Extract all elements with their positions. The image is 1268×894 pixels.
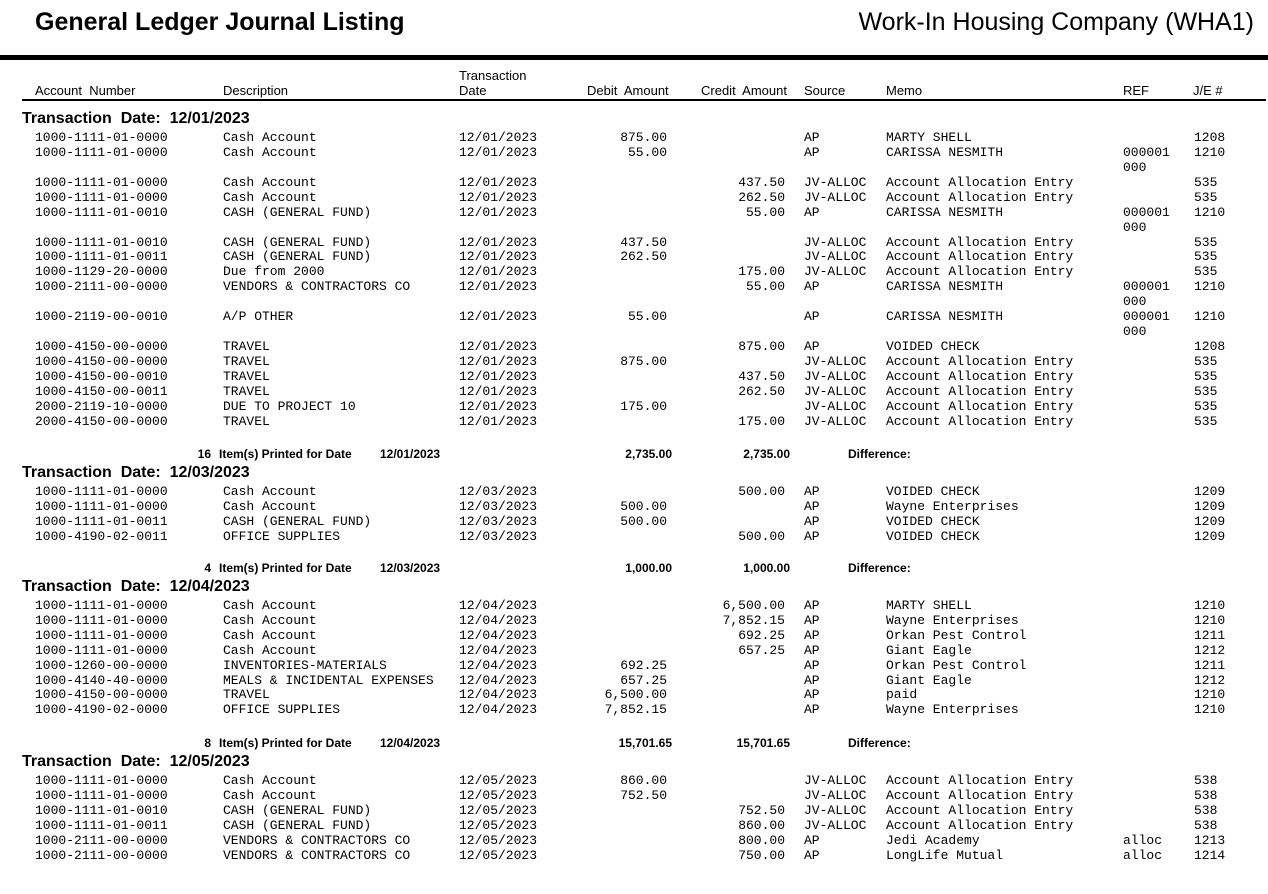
col-header-debit: Debit Amount: [587, 83, 669, 98]
row-memo: paid: [886, 687, 918, 703]
row-account: 1000-1111-01-0011: [35, 817, 168, 833]
row-source: AP: [804, 339, 820, 354]
row-date: 12/01/2023: [459, 174, 538, 190]
row-memo: Account Allocation Entry: [886, 353, 1074, 369]
row-memo: Account Allocation Entry: [886, 368, 1074, 384]
row-description: Cash Account: [223, 174, 317, 190]
row-source: AP: [804, 498, 820, 514]
row-source: AP: [804, 702, 820, 718]
section-header: Transaction Date: 12/03/2023: [22, 464, 250, 481]
row-description: Cash Account: [223, 612, 317, 628]
row-memo: Account Allocation Entry: [886, 398, 1074, 414]
row-source: JV-ALLOC: [804, 353, 867, 369]
row-account: 1000-1111-01-0000: [35, 787, 168, 803]
row-credit: 437.50: [738, 174, 785, 190]
row-date: 12/03/2023: [459, 528, 538, 544]
row-account: 1000-1111-01-0010: [35, 802, 168, 818]
row-je: 1213: [1194, 832, 1226, 848]
row-memo: Orkan Pest Control: [886, 627, 1027, 643]
row-je: 1210: [1194, 598, 1226, 613]
row-memo: VOIDED CHECK: [886, 513, 980, 529]
row-description: Cash Account: [223, 498, 317, 514]
row-date: 12/01/2023: [459, 339, 538, 354]
row-description: Cash Account: [223, 144, 317, 160]
row-debit: 752.50: [620, 787, 667, 803]
row-je: 1210: [1194, 612, 1226, 628]
row-memo: Orkan Pest Control: [886, 657, 1027, 673]
summary-count: 16: [197, 447, 211, 461]
row-memo: VOIDED CHECK: [886, 339, 980, 354]
row-description: CASH (GENERAL FUND): [223, 249, 372, 265]
summary-label: Item(s) Printed for Date: [219, 736, 352, 750]
row-date: 12/01/2023: [459, 189, 538, 205]
row-credit: 800.00: [738, 832, 785, 848]
row-account: 1000-1260-00-0000: [35, 657, 168, 673]
col-header-ref: REF: [1123, 83, 1149, 98]
row-je: 1210: [1194, 204, 1226, 220]
row-debit: 55.00: [627, 144, 667, 160]
row-source: AP: [804, 642, 820, 658]
report-title: General Ledger Journal Listing: [35, 8, 405, 36]
row-je: 1209: [1194, 528, 1226, 544]
row-ref-continued: 000: [1123, 294, 1147, 310]
company-name: Work-In Housing Company (WHA1): [858, 8, 1254, 36]
row-credit: 175.00: [738, 413, 785, 429]
row-ref: 000001: [1123, 144, 1170, 160]
row-source: AP: [804, 627, 820, 643]
row-je: 535: [1194, 398, 1218, 414]
row-description: Cash Account: [223, 484, 317, 499]
row-account: 1000-4190-02-0011: [35, 528, 168, 544]
row-je: 535: [1194, 353, 1218, 369]
row-source: JV-ALLOC: [804, 249, 867, 265]
row-account: 1000-1111-01-0000: [35, 642, 168, 658]
section-header: Transaction Date: 12/01/2023: [22, 110, 250, 127]
row-memo: Account Allocation Entry: [886, 413, 1074, 429]
row-source: AP: [804, 847, 820, 863]
summary-credit-total: 1,000.00: [743, 561, 790, 575]
row-je: 535: [1194, 174, 1218, 190]
row-date: 12/01/2023: [459, 279, 538, 295]
row-ref: alloc: [1123, 832, 1163, 848]
row-ref-continued: 000: [1123, 159, 1147, 175]
row-description: Due from 2000: [223, 264, 325, 280]
row-source: AP: [804, 309, 820, 325]
row-description: DUE TO PROJECT 10: [223, 398, 356, 414]
row-source: AP: [804, 832, 820, 848]
row-date: 12/01/2023: [459, 234, 538, 250]
row-memo: CARISSA NESMITH: [886, 204, 1004, 220]
row-je: 1210: [1194, 687, 1226, 703]
row-account: 2000-2119-10-0000: [35, 398, 168, 414]
row-description: Cash Account: [223, 189, 317, 205]
row-je: 1209: [1194, 484, 1226, 499]
summary-date: 12/04/2023: [380, 736, 441, 750]
row-description: Cash Account: [223, 598, 317, 613]
row-source: JV-ALLOC: [804, 264, 867, 280]
row-date: 12/05/2023: [459, 773, 538, 788]
row-debit: 860.00: [620, 773, 667, 788]
row-je: 538: [1194, 773, 1218, 788]
row-debit: 55.00: [627, 309, 667, 325]
row-source: JV-ALLOC: [804, 174, 867, 190]
row-memo: VOIDED CHECK: [886, 484, 980, 499]
col-header-transaction: Transaction: [459, 68, 527, 83]
row-date: 12/05/2023: [459, 847, 538, 863]
row-description: TRAVEL: [223, 687, 270, 703]
row-date: 12/04/2023: [459, 687, 538, 703]
row-je: 535: [1194, 368, 1218, 384]
summary-date: 12/01/2023: [380, 447, 441, 461]
section-header: Transaction Date: 12/05/2023: [22, 753, 250, 770]
summary-count: 4: [204, 561, 211, 575]
row-date: 12/05/2023: [459, 817, 538, 833]
row-date: 12/01/2023: [459, 413, 538, 429]
row-je: 1210: [1194, 144, 1226, 160]
column-header-divider: [22, 99, 1266, 101]
row-account: 1000-1111-01-0000: [35, 773, 168, 788]
summary-credit-total: 15,701.65: [736, 736, 790, 750]
row-source: JV-ALLOC: [804, 413, 867, 429]
row-date: 12/01/2023: [459, 130, 538, 145]
row-memo: MARTY SHELL: [886, 130, 972, 145]
header-divider: [0, 55, 1268, 60]
col-header-source: Source: [804, 83, 846, 98]
col-header-credit: Credit Amount: [701, 83, 787, 98]
row-date: 12/05/2023: [459, 802, 538, 818]
row-description: TRAVEL: [223, 383, 270, 399]
row-credit: 175.00: [738, 264, 785, 280]
row-account: 1000-1111-01-0000: [35, 144, 168, 160]
row-account: 1000-2111-00-0000: [35, 847, 168, 863]
row-source: AP: [804, 204, 820, 220]
row-memo: Jedi Academy: [886, 832, 980, 848]
summary-debit-total: 1,000.00: [625, 561, 672, 575]
row-debit: 875.00: [620, 130, 667, 145]
row-date: 12/01/2023: [459, 353, 538, 369]
row-je: 535: [1194, 413, 1218, 429]
row-description: Cash Account: [223, 773, 317, 788]
row-account: 1000-1111-01-0000: [35, 484, 168, 499]
row-account: 1000-4150-00-0010: [35, 368, 168, 384]
row-credit: 752.50: [738, 802, 785, 818]
row-date: 12/04/2023: [459, 642, 538, 658]
row-memo: LongLife Mutual: [886, 847, 1004, 863]
row-date: 12/04/2023: [459, 657, 538, 673]
row-debit: 500.00: [620, 513, 667, 529]
row-je: 1212: [1194, 642, 1226, 658]
summary-difference-label: Difference:: [848, 736, 911, 750]
row-memo: Account Allocation Entry: [886, 817, 1074, 833]
row-je: 1208: [1194, 130, 1226, 145]
row-memo: Account Allocation Entry: [886, 773, 1074, 788]
row-account: 1000-4150-00-0000: [35, 687, 168, 703]
row-credit: 262.50: [738, 383, 785, 399]
row-source: AP: [804, 687, 820, 703]
row-debit: 437.50: [620, 234, 667, 250]
row-source: JV-ALLOC: [804, 817, 867, 833]
row-description: TRAVEL: [223, 339, 270, 354]
row-source: AP: [804, 672, 820, 688]
summary-label: Item(s) Printed for Date: [219, 561, 352, 575]
row-date: 12/01/2023: [459, 144, 538, 160]
row-credit: 875.00: [738, 339, 785, 354]
row-je: 1209: [1194, 513, 1226, 529]
summary-debit-total: 15,701.65: [618, 736, 672, 750]
row-source: JV-ALLOC: [804, 398, 867, 414]
row-account: 1000-1111-01-0000: [35, 612, 168, 628]
row-date: 12/01/2023: [459, 398, 538, 414]
row-description: Cash Account: [223, 787, 317, 803]
row-credit: 860.00: [738, 817, 785, 833]
row-description: TRAVEL: [223, 413, 270, 429]
summary-label: Item(s) Printed for Date: [219, 447, 352, 461]
row-ref: alloc: [1123, 847, 1163, 863]
row-je: 538: [1194, 802, 1218, 818]
row-description: VENDORS & CONTRACTORS CO: [223, 832, 411, 848]
row-description: Cash Account: [223, 642, 317, 658]
row-memo: Account Allocation Entry: [886, 249, 1074, 265]
row-description: OFFICE SUPPLIES: [223, 702, 341, 718]
row-account: 1000-1111-01-0000: [35, 189, 168, 205]
col-header-je: J/E #: [1193, 83, 1223, 98]
row-account: 1000-2111-00-0000: [35, 279, 168, 295]
col-header-account: Account Number: [35, 83, 136, 98]
row-memo: VOIDED CHECK: [886, 528, 980, 544]
row-description: Cash Account: [223, 627, 317, 643]
row-credit: 262.50: [738, 189, 785, 205]
row-date: 12/04/2023: [459, 612, 538, 628]
row-description: OFFICE SUPPLIES: [223, 528, 341, 544]
row-je: 1211: [1194, 657, 1226, 673]
row-description: CASH (GENERAL FUND): [223, 513, 372, 529]
row-ref: 000001: [1123, 279, 1170, 295]
row-memo: Account Allocation Entry: [886, 802, 1074, 818]
row-source: JV-ALLOC: [804, 189, 867, 205]
row-memo: Account Allocation Entry: [886, 787, 1074, 803]
row-source: AP: [804, 513, 820, 529]
row-credit: 692.25: [738, 627, 785, 643]
row-date: 12/01/2023: [459, 368, 538, 384]
row-debit: 7,852.15: [604, 702, 667, 718]
row-description: CASH (GENERAL FUND): [223, 817, 372, 833]
row-description: CASH (GENERAL FUND): [223, 802, 372, 818]
row-memo: Giant Eagle: [886, 642, 972, 658]
row-debit: 500.00: [620, 498, 667, 514]
row-source: JV-ALLOC: [804, 802, 867, 818]
row-source: AP: [804, 144, 820, 160]
row-debit: 262.50: [620, 249, 667, 265]
row-date: 12/04/2023: [459, 702, 538, 718]
row-source: AP: [804, 484, 820, 499]
row-date: 12/01/2023: [459, 249, 538, 265]
col-header-memo: Memo: [886, 83, 923, 98]
row-description: MEALS & INCIDENTAL EXPENSES: [223, 672, 434, 688]
row-date: 12/04/2023: [459, 627, 538, 643]
row-description: VENDORS & CONTRACTORS CO: [223, 847, 411, 863]
row-date: 12/03/2023: [459, 484, 538, 499]
row-description: INVENTORIES-MATERIALS: [223, 657, 387, 673]
row-debit: 6,500.00: [604, 687, 667, 703]
summary-count: 8: [204, 736, 211, 750]
row-description: Cash Account: [223, 130, 317, 145]
summary-debit-total: 2,735.00: [625, 447, 672, 461]
row-account: 1000-2119-00-0010: [35, 309, 168, 325]
row-je: 535: [1194, 189, 1218, 205]
row-date: 12/01/2023: [459, 309, 538, 325]
row-memo: Wayne Enterprises: [886, 612, 1019, 628]
row-memo: Account Allocation Entry: [886, 383, 1074, 399]
row-debit: 875.00: [620, 353, 667, 369]
row-credit: 750.00: [738, 847, 785, 863]
row-je: 535: [1194, 234, 1218, 250]
summary-difference-label: Difference:: [848, 447, 911, 461]
row-je: 535: [1194, 383, 1218, 399]
row-account: 1000-1111-01-0011: [35, 249, 168, 265]
row-account: 1000-4190-02-0000: [35, 702, 168, 718]
row-memo: Account Allocation Entry: [886, 174, 1074, 190]
row-account: 1000-1111-01-0010: [35, 234, 168, 250]
row-je: 538: [1194, 817, 1218, 833]
row-ref: 000001: [1123, 204, 1170, 220]
row-source: AP: [804, 279, 820, 295]
row-debit: 692.25: [620, 657, 667, 673]
row-credit: 500.00: [738, 528, 785, 544]
row-date: 12/01/2023: [459, 204, 538, 220]
row-credit: 500.00: [738, 484, 785, 499]
row-source: JV-ALLOC: [804, 787, 867, 803]
row-memo: CARISSA NESMITH: [886, 279, 1004, 295]
row-memo: CARISSA NESMITH: [886, 144, 1004, 160]
section-header: Transaction Date: 12/04/2023: [22, 578, 250, 595]
row-source: AP: [804, 598, 820, 613]
row-account: 1000-1111-01-0000: [35, 627, 168, 643]
row-date: 12/04/2023: [459, 672, 538, 688]
row-account: 1000-4150-00-0000: [35, 339, 168, 354]
row-date: 12/04/2023: [459, 598, 538, 613]
row-date: 12/03/2023: [459, 498, 538, 514]
row-account: 1000-1111-01-0000: [35, 498, 168, 514]
row-credit: 6,500.00: [722, 598, 785, 613]
row-je: 538: [1194, 787, 1218, 803]
row-je: 1209: [1194, 498, 1226, 514]
summary-difference-label: Difference:: [848, 561, 911, 575]
row-description: CASH (GENERAL FUND): [223, 204, 372, 220]
row-description: A/P OTHER: [223, 309, 294, 325]
row-date: 12/05/2023: [459, 832, 538, 848]
row-account: 1000-1129-20-0000: [35, 264, 168, 280]
row-account: 1000-1111-01-0010: [35, 204, 168, 220]
row-memo: Wayne Enterprises: [886, 498, 1019, 514]
row-date: 12/01/2023: [459, 383, 538, 399]
row-account: 1000-1111-01-0000: [35, 130, 168, 145]
row-date: 12/01/2023: [459, 264, 538, 280]
row-account: 1000-1111-01-0000: [35, 174, 168, 190]
row-ref-continued: 000: [1123, 219, 1147, 235]
row-je: 1214: [1194, 847, 1226, 863]
row-description: TRAVEL: [223, 368, 270, 384]
row-credit: 657.25: [738, 642, 785, 658]
row-je: 1208: [1194, 339, 1226, 354]
row-description: VENDORS & CONTRACTORS CO: [223, 279, 411, 295]
col-header-description: Description: [223, 83, 289, 98]
row-source: JV-ALLOC: [804, 234, 867, 250]
row-account: 1000-4140-40-0000: [35, 672, 168, 688]
row-account: 1000-4150-00-0000: [35, 353, 168, 369]
row-source: AP: [804, 528, 820, 544]
row-credit: 55.00: [745, 204, 785, 220]
row-je: 1210: [1194, 702, 1226, 718]
row-memo: Account Allocation Entry: [886, 189, 1074, 205]
row-description: TRAVEL: [223, 353, 270, 369]
row-source: JV-ALLOC: [804, 773, 867, 788]
row-je: 1212: [1194, 672, 1226, 688]
summary-credit-total: 2,735.00: [743, 447, 790, 461]
row-memo: MARTY SHELL: [886, 598, 972, 613]
row-je: 535: [1194, 249, 1218, 265]
row-source: AP: [804, 130, 820, 145]
row-account: 1000-1111-01-0000: [35, 598, 168, 613]
row-description: CASH (GENERAL FUND): [223, 234, 372, 250]
row-account: 1000-1111-01-0011: [35, 513, 168, 529]
col-header-date: Date: [459, 83, 487, 98]
row-date: 12/05/2023: [459, 787, 538, 803]
row-source: JV-ALLOC: [804, 368, 867, 384]
row-account: 2000-4150-00-0000: [35, 413, 168, 429]
row-ref: 000001: [1123, 309, 1170, 325]
summary-date: 12/03/2023: [380, 561, 441, 575]
row-credit: 7,852.15: [722, 612, 785, 628]
row-je: 535: [1194, 264, 1218, 280]
row-account: 1000-2111-00-0000: [35, 832, 168, 848]
row-memo: Wayne Enterprises: [886, 702, 1019, 718]
row-je: 1211: [1194, 627, 1226, 643]
row-date: 12/03/2023: [459, 513, 538, 529]
row-source: AP: [804, 657, 820, 673]
row-debit: 175.00: [620, 398, 667, 414]
row-je: 1210: [1194, 279, 1226, 295]
row-credit: 55.00: [745, 279, 785, 295]
row-debit: 657.25: [620, 672, 667, 688]
row-source: AP: [804, 612, 820, 628]
row-memo: Giant Eagle: [886, 672, 972, 688]
row-memo: CARISSA NESMITH: [886, 309, 1004, 325]
row-credit: 437.50: [738, 368, 785, 384]
row-ref-continued: 000: [1123, 324, 1147, 340]
row-memo: Account Allocation Entry: [886, 264, 1074, 280]
row-memo: Account Allocation Entry: [886, 234, 1074, 250]
row-account: 1000-4150-00-0011: [35, 383, 168, 399]
row-je: 1210: [1194, 309, 1226, 325]
row-source: JV-ALLOC: [804, 383, 867, 399]
